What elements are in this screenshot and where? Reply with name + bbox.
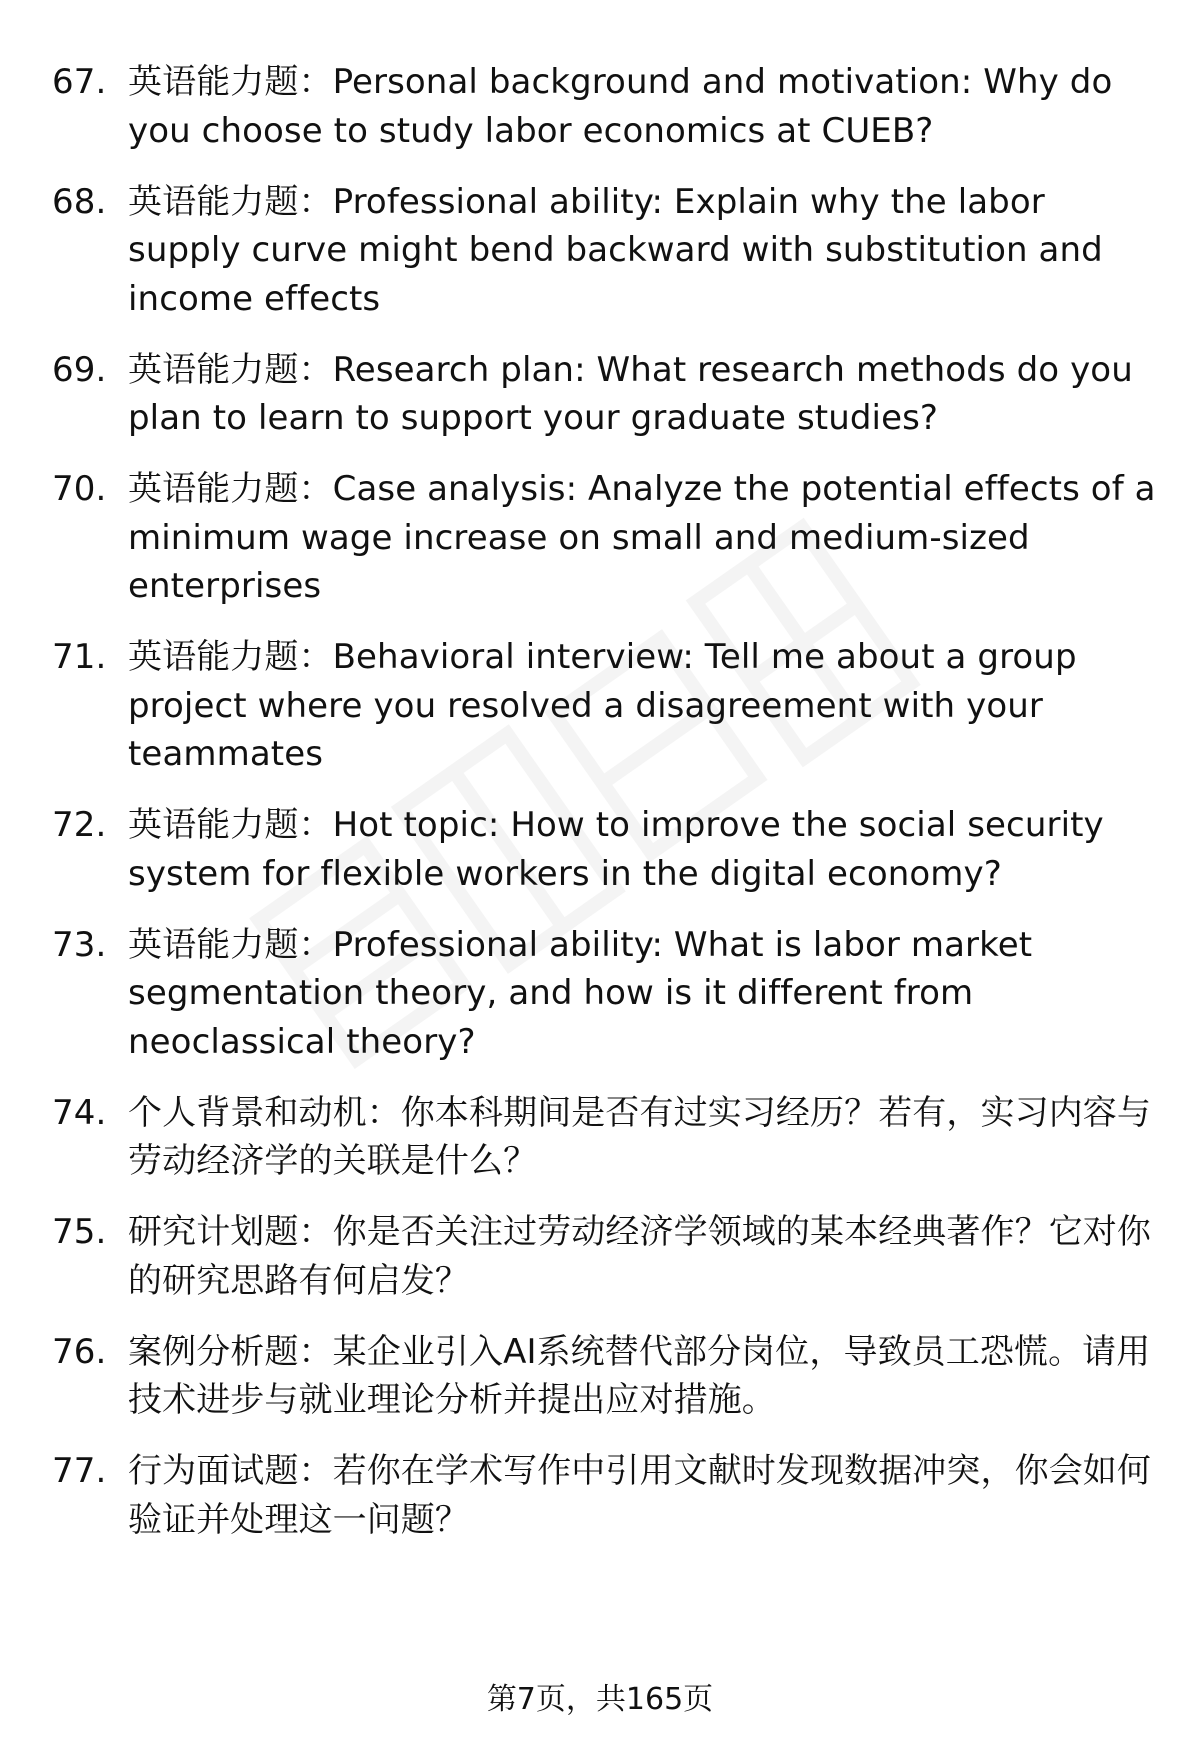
question-text: 英语能力题：Research plan: What research methods do you plan to learn to support your graduate studies?	[128, 349, 1133, 438]
question-item	[52, 178, 1162, 324]
question-item	[52, 1208, 1162, 1305]
question-item	[52, 465, 1162, 611]
question-text: 行为面试题：若你在学术写作中引用文献时发现数据冲突，你会如何验证并处理这一问题？	[128, 1451, 1151, 1540]
question-number: 73.	[52, 924, 107, 965]
question-item	[52, 1328, 1162, 1425]
question-item	[52, 633, 1162, 779]
page-footer: 第7页，共165页	[486, 1682, 714, 1717]
question-text: 英语能力题：Personal background and motivation: Why do you choose to study labor economics at CUEB?	[128, 62, 1113, 151]
question-number: 71.	[52, 637, 107, 677]
question-number: 68.	[52, 181, 107, 222]
question-text: 英语能力题：Professional ability: What is labor market segmentation theory, and how is it different from neoclassical theory?	[128, 924, 1033, 1062]
question-item	[52, 58, 1162, 155]
question-text: 案例分析题：某企业引入AI系统替代部分岗位，导致员工恐慌。请用技术进步与就业理论分析并提出应对措施。	[128, 1331, 1151, 1420]
question-number: 77.	[52, 1451, 107, 1491]
question-text: 研究计划题：你是否关注过劳动经济学领域的某本经典著作？它对你的研究思路有何启发？	[128, 1212, 1151, 1301]
question-number: 72.	[52, 805, 107, 845]
question-number: 69.	[52, 349, 107, 390]
question-number: 75.	[52, 1212, 107, 1252]
question-number: 70.	[52, 469, 107, 509]
question-text: 英语能力题：Behavioral interview: Tell me about a group project where you resolved a disagreement with your teammates	[128, 637, 1077, 774]
question-item	[52, 921, 1162, 1067]
question-item	[52, 346, 1162, 443]
question-text: 英语能力题：Hot topic: How to improve the social security system for flexible workers in the digital economy?	[128, 805, 1104, 894]
question-text: 英语能力题：Case analysis: Analyze the potential effects of a minimum wage increase on small and medium-sized enterprises	[128, 469, 1156, 606]
question-text: 英语能力题：Professional ability: Explain why the labor supply curve might bend backward with substitution and income effects	[128, 181, 1103, 319]
question-number: 67.	[52, 62, 107, 102]
question-number: 76.	[52, 1331, 107, 1372]
question-number: 74.	[52, 1092, 107, 1133]
question-item	[52, 1447, 1162, 1544]
question-text: 个人背景和动机：你本科期间是否有过实习经历？若有，实习内容与劳动经济学的关联是什么？	[128, 1092, 1151, 1181]
question-list	[52, 58, 1162, 1567]
question-item	[52, 801, 1162, 898]
question-item	[52, 1089, 1162, 1186]
